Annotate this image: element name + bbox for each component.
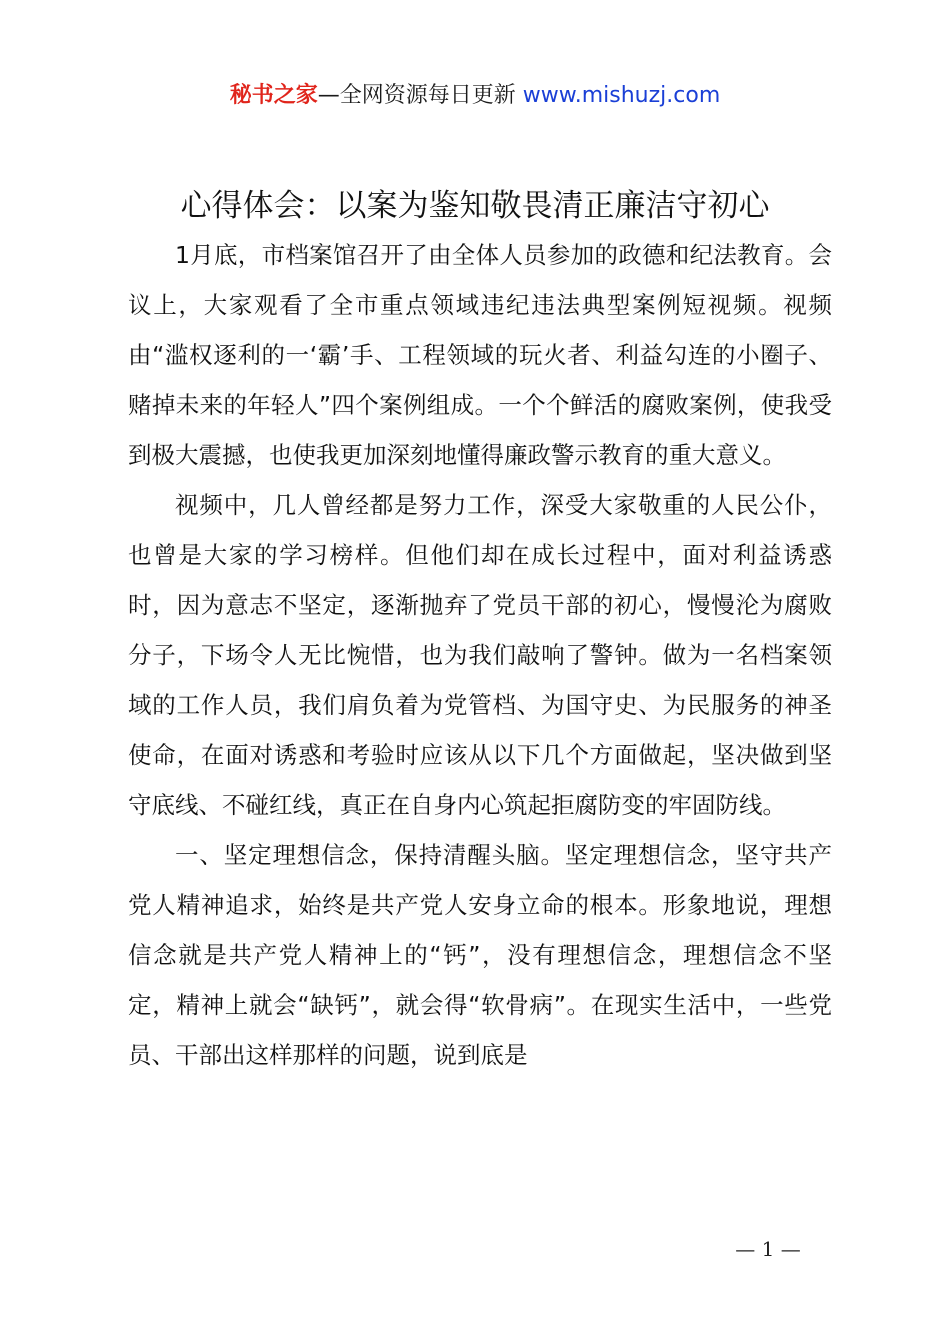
- paragraph-3: [128, 830, 832, 1080]
- section-heading: 一、坚定理想信念，保持清醒头脑。: [175, 841, 565, 869]
- document-title: 心得体会：以案为鉴知敬畏清正廉洁守初心: [180, 188, 770, 224]
- header-tagline: —全网资源每日更新: [317, 83, 523, 108]
- page-number: — 1 —: [735, 1237, 801, 1261]
- document-body: [128, 230, 832, 1080]
- section-text: 坚定理想信念，坚守共产党人精神追求，始终是共产党人安身立命的根本。形象地说，理想信念就是共产党人精神上的“钙”，没有理想信念，理想信念不坚定，精神上就会“缺钙”，就会得“软骨病”。在现实生活中，一些党员、干部出这样那样的问题，说到底是: [128, 841, 833, 1069]
- site-header: [0, 80, 950, 112]
- paragraph-1: 1月底，市档案馆召开了由全体人员参加的政德和纪法教育。会议上，大家观看了全市重点领域违纪违法典型案例短视频。视频由“滥权逐利的一‘霸’手、工程领域的玩火者、利益勾连的小圈子、赌掉未来的年轻人”四个案例组成。一个个鲜活的腐败案例，使我受到极大震撼，也使我更加深刻地懂得廉政警示教育的重大意义。: [128, 241, 832, 469]
- paragraph-2: 视频中，几人曾经都是努力工作，深受大家敬重的人民公仆，也曾是大家的学习榜样。但他们却在成长过程中，面对利益诱惑时，因为意志不坚定，逐渐抛弃了党员干部的初心，慢慢沦为腐败分子，下场令人无比惋惜，也为我们敲响了警钟。做为一名档案领域的工作人员，我们肩负着为党管档、为国守史、为民服务的神圣使命，在面对诱惑和考验时应该从以下几个方面做起，坚决做到坚守底线、不碰红线，真正在自身内心筑起拒腐防变的牢固防线。: [128, 491, 832, 819]
- site-url-link[interactable]: www.mishuzj.com: [522, 83, 721, 108]
- brand-name: 秘书之家: [229, 83, 318, 108]
